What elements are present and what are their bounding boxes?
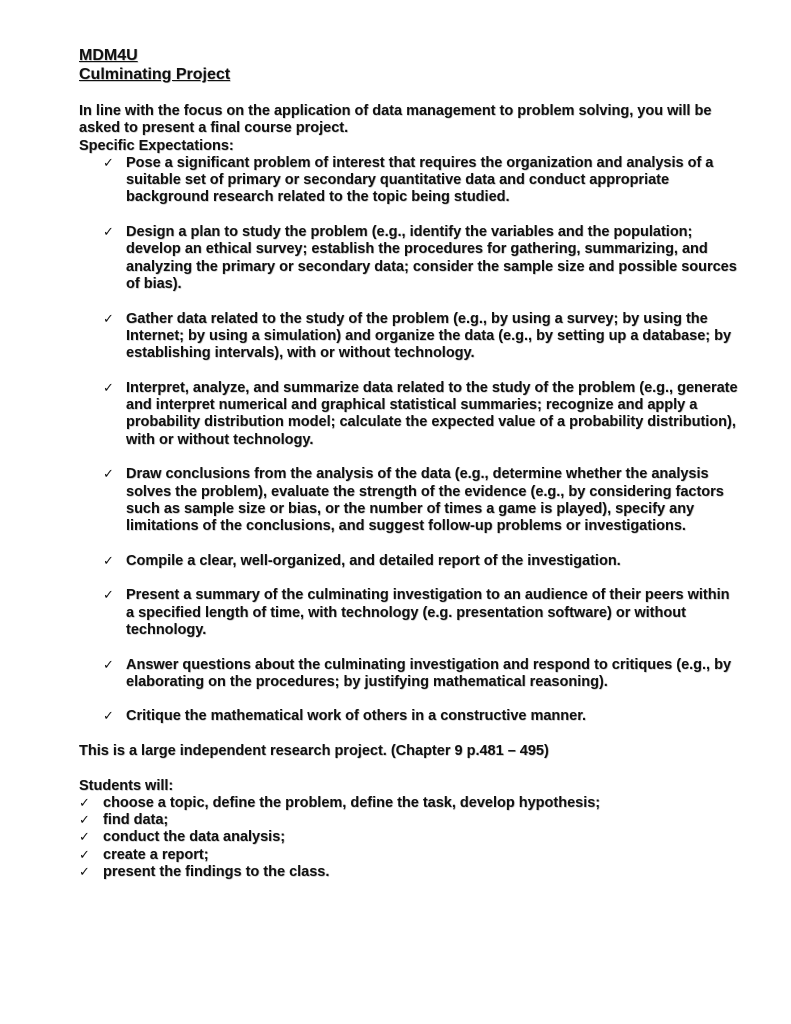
project-note: This is a large independent research project. (Chapter 9 p.481 – 495) xyxy=(79,742,549,759)
expectation-item xyxy=(79,587,739,639)
checkmark-icon: ✓ xyxy=(79,795,90,811)
student-task-item-text: create a report; xyxy=(103,846,209,863)
student-task-list xyxy=(79,795,739,881)
expectation-item-text: Design a plan to study the problem (e.g., identify the variables and the population; develop an ethical survey; establish the procedures for gathering, summarizing, and analyzing the primary or secondary data; consider the sample size and possible sources of bias). xyxy=(126,224,737,292)
checkmark-icon: ✓ xyxy=(79,830,90,846)
checkmark-icon: ✓ xyxy=(79,813,90,829)
expectation-item-text: Critique the mathematical work of others in a constructive manner. xyxy=(126,708,587,725)
expectation-item-text: Answer questions about the culminating investigation and respond to critiques (e.g., by elaborating on the procedures; by justifying mathematical reasoning). xyxy=(126,656,732,690)
checkmark-icon: ✓ xyxy=(103,155,114,171)
expectation-item xyxy=(79,380,739,449)
checkmark-icon: ✓ xyxy=(103,657,114,673)
student-task-item xyxy=(79,829,739,846)
expectation-item-text: Pose a significant problem of interest that requires the organization and analysis of a suitable set of primary or secondary quantitative data and conduct appropriate background research related to the topic being studied. xyxy=(126,154,714,206)
checkmark-icon: ✓ xyxy=(79,847,90,863)
expectation-item-text: Compile a clear, well-organized, and detailed report of the investigation. xyxy=(126,552,621,569)
expectation-item xyxy=(79,155,739,207)
student-task-item-text: present the findings to the class. xyxy=(103,864,330,881)
expectation-item-text: Interpret, analyze, and summarize data related to the study of the problem (e.g., generate and interpret numerical and graphical statistical summaries; recognize and apply a probability distribution model; calculate the expected value of a probability distribution), with or without technology. xyxy=(126,379,738,448)
expectation-item xyxy=(79,708,739,725)
student-task-item xyxy=(79,864,739,881)
expectation-item-text: Gather data related to the study of the problem (e.g., by using a survey; by using the Internet; by using a simulation) and organize the data (e.g., by setting up a database; by establishing intervals), with or without technology. xyxy=(126,310,732,362)
expectation-item-text: Draw conclusions from the analysis of the data (e.g., determine whether the analysis solves the problem), evaluate the strength of the evidence (e.g., by considering factors such as sample size or bias, or the number of times a game is played), specify any limitations of the conclusions, and suggest follow-up problems or investigations. xyxy=(126,466,724,535)
checkmark-icon: ✓ xyxy=(103,588,114,604)
student-task-item xyxy=(79,812,739,829)
checkmark-icon: ✓ xyxy=(103,380,114,396)
checkmark-icon: ✓ xyxy=(103,709,114,725)
document-body xyxy=(79,46,739,881)
student-task-item-text: choose a topic, define the problem, define the task, develop hypothesis; xyxy=(103,794,601,811)
checkmark-icon: ✓ xyxy=(103,225,114,241)
checkmark-icon: ✓ xyxy=(103,467,114,483)
expectation-item xyxy=(79,553,739,570)
checkmark-icon: ✓ xyxy=(103,311,114,327)
checkmark-icon: ✓ xyxy=(79,865,90,881)
expectation-item xyxy=(79,224,739,293)
student-task-item xyxy=(79,847,739,864)
course-code: MDM4U xyxy=(79,47,138,64)
students-heading: Students will: xyxy=(79,777,174,794)
student-task-item-text: find data; xyxy=(103,812,169,829)
student-task-item xyxy=(79,795,739,812)
student-task-item-text: conduct the data analysis; xyxy=(103,829,286,846)
expectation-item xyxy=(79,311,739,363)
project-title: Culminating Project xyxy=(79,66,231,83)
intro-paragraph: In line with the focus on the application of data management to problem solving, you will be asked to present a final course project. xyxy=(79,103,712,137)
checkmark-icon: ✓ xyxy=(103,553,114,569)
expectations-heading: Specific Expectations: xyxy=(79,137,234,154)
expectations-list xyxy=(79,155,739,726)
expectation-item-text: Present a summary of the culminating investigation to an audience of their peers within a specified length of time, with technology (e.g. presentation software) or without technology. xyxy=(126,587,730,638)
expectation-item xyxy=(79,466,739,535)
expectation-item xyxy=(79,657,739,692)
